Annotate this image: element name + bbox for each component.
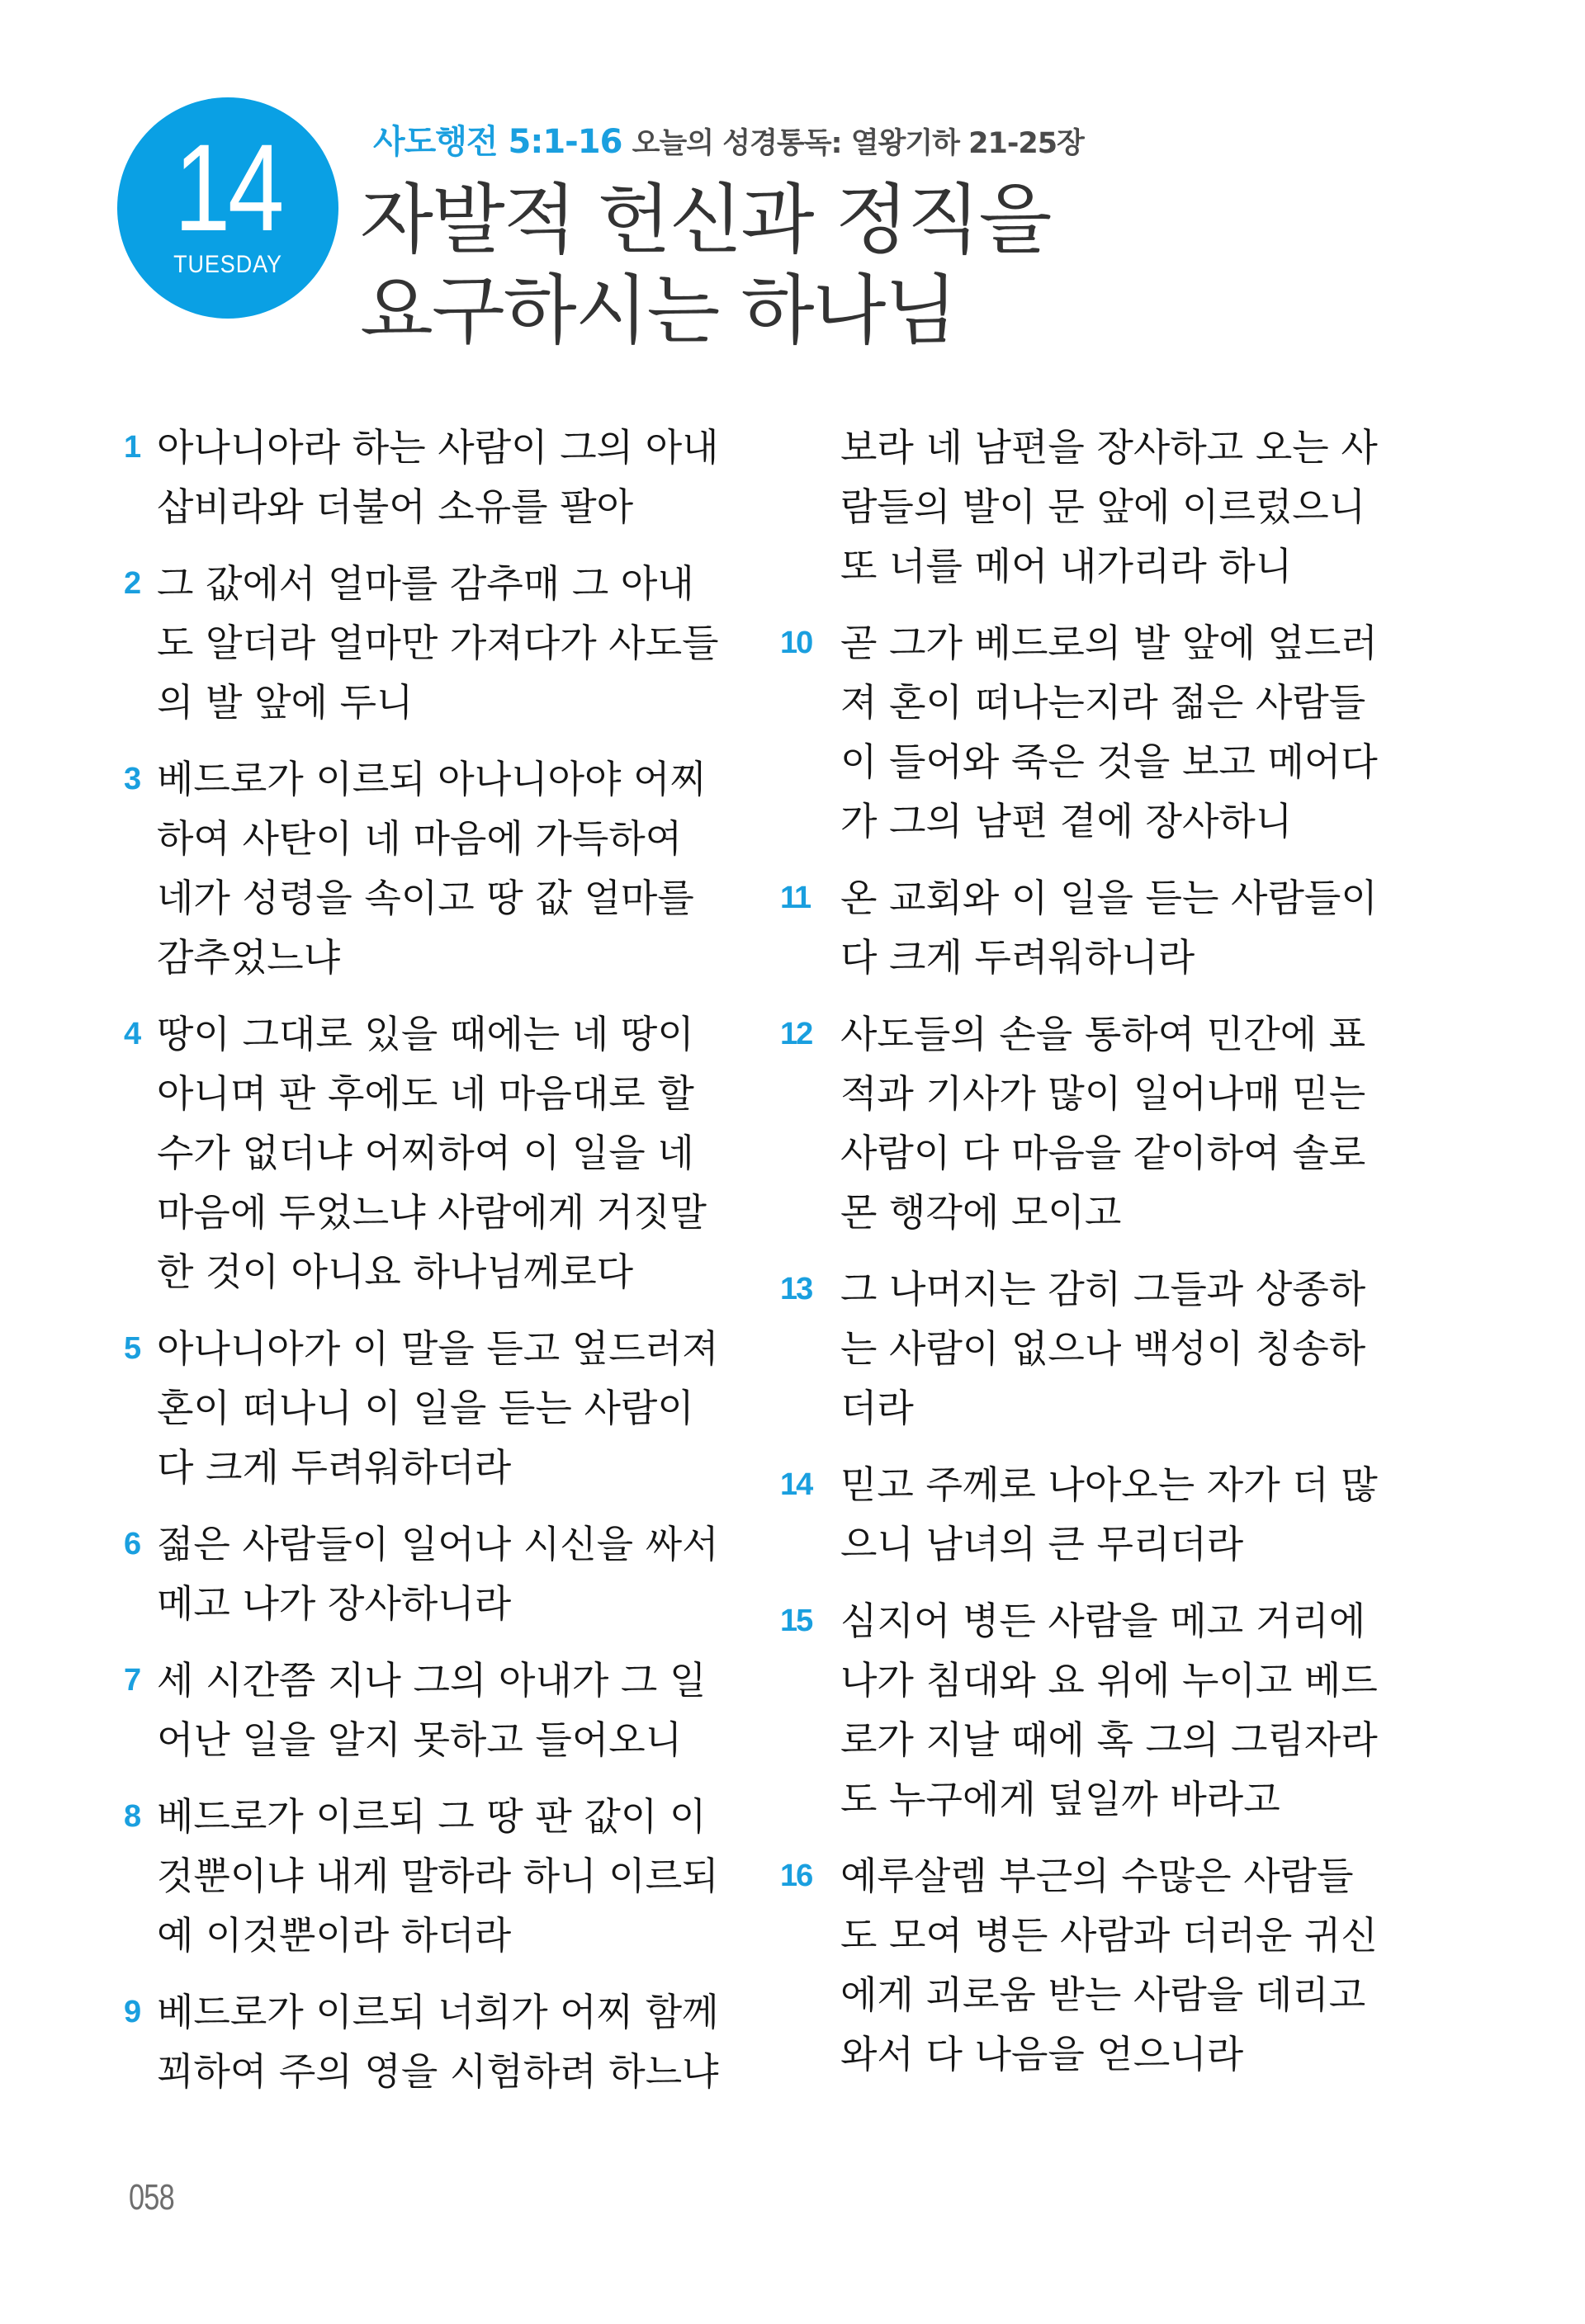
verse-number: 8 xyxy=(124,1799,140,1834)
verse-number: 3 xyxy=(124,762,140,796)
day-badge xyxy=(117,97,338,319)
verse-text-line: 꾀하여 주의 영을 시험하려 하느냐 xyxy=(157,2049,719,2094)
verse-text-line: 나가 침대와 요 위에 누이고 베드 xyxy=(840,1658,1378,1703)
title-line: 요구하시는 하나님 xyxy=(360,267,957,355)
verse-number: 10 xyxy=(780,626,812,660)
verse-block xyxy=(124,1514,735,1633)
verse-text-line: 심지어 병든 사람을 메고 거리에 xyxy=(840,1599,1366,1643)
verse-number: 4 xyxy=(124,1017,140,1051)
verse-block xyxy=(780,868,1391,987)
verse-text-line: 의 발 앞에 두니 xyxy=(157,680,414,725)
verse-text-line: 혼이 떠나니 이 일을 듣는 사람이 xyxy=(157,1386,694,1430)
verse-number: 16 xyxy=(780,1859,812,1893)
verse-number: 15 xyxy=(780,1604,812,1638)
verse-block xyxy=(780,418,1391,596)
passage-reference: 사도행전 5:1-16 xyxy=(373,123,622,161)
verse-number: 2 xyxy=(124,566,140,601)
verse-text-line: 와서 다 나음을 얻으니라 xyxy=(840,2032,1244,2076)
verse-block xyxy=(124,1982,735,2101)
title-line: 자발적 헌신과 정직을 xyxy=(360,176,1051,264)
verse-text-line: 수가 없더냐 어찌하여 이 일을 네 xyxy=(157,1131,694,1175)
verse-text-line: 람들의 발이 문 앞에 이르렀으니 xyxy=(840,484,1366,529)
verse-number: 11 xyxy=(780,881,811,915)
verse-block xyxy=(124,1787,735,1965)
verse-text-line: 으니 남녀의 큰 무리더라 xyxy=(840,1522,1244,1566)
verse-text-line: 베드로가 이르되 그 땅 판 값이 이 xyxy=(157,1794,707,1839)
verse-block xyxy=(124,1004,735,1301)
verse-text-line: 메고 나가 장사하니라 xyxy=(157,1581,512,1626)
verse-text-line: 예루살렘 부근의 수많은 사람들 xyxy=(840,1854,1354,1898)
day-name: TUESDAY xyxy=(173,251,282,278)
verse-text-line: 로가 지날 때에 혹 그의 그림자라 xyxy=(840,1717,1378,1762)
verse-text-line: 보라 네 남편을 장사하고 오는 사 xyxy=(840,425,1378,470)
verse-text-line: 다 크게 두려워하더라 xyxy=(157,1445,512,1490)
verse-text-line: 그 나머지는 감히 그들과 상종하 xyxy=(840,1267,1366,1311)
verse-text-line: 온 교회와 이 일을 듣는 사람들이 xyxy=(840,876,1378,920)
verse-number: 1 xyxy=(124,430,140,465)
verse-number: 5 xyxy=(124,1331,140,1366)
verse-text-line: 가 그의 남편 곁에 장사하니 xyxy=(840,799,1293,843)
reading-plan: 오늘의 성경통독: 열왕기하 21-25장 xyxy=(632,127,1084,160)
verse-text-line: 사도들의 손을 통하여 민간에 표 xyxy=(840,1012,1366,1056)
verse-text-line: 땅이 그대로 있을 때에는 네 땅이 xyxy=(157,1012,694,1056)
verse-number: 13 xyxy=(780,1272,812,1306)
verse-number: 12 xyxy=(780,1017,812,1051)
verse-text-line: 아니며 판 후에도 네 마음대로 할 xyxy=(157,1071,694,1116)
verse-text-line: 한 것이 아니요 하나님께로다 xyxy=(157,1249,634,1294)
verse-block xyxy=(124,749,735,987)
verse-text-line: 이 들어와 죽은 것을 보고 메어다 xyxy=(840,739,1378,784)
verse-block xyxy=(780,1591,1391,1829)
day-number: 14 xyxy=(173,118,282,257)
verse-text-line: 것뿐이냐 내게 말하라 하니 이르되 xyxy=(157,1854,719,1898)
verse-text-line: 세 시간쯤 지나 그의 아내가 그 일 xyxy=(157,1658,707,1703)
verse-text-line: 하여 사탄이 네 마음에 가득하여 xyxy=(157,816,683,861)
verse-text-line: 어난 일을 알지 못하고 들어오니 xyxy=(157,1717,683,1762)
verse-text-line: 그 값에서 얼마를 감추매 그 아내 xyxy=(157,561,694,606)
passage-header xyxy=(373,122,1084,163)
scripture-column-left xyxy=(124,418,735,2119)
verse-text-line: 곧 그가 베드로의 발 앞에 엎드러 xyxy=(840,621,1378,665)
verse-text-line: 다 크게 두려워하니라 xyxy=(840,935,1195,980)
verse-text-line: 네가 성령을 속이고 땅 값 얼마를 xyxy=(157,876,694,920)
verse-text-line: 베드로가 이르되 아나니아야 어찌 xyxy=(157,757,707,801)
verse-text-line: 몬 행각에 모이고 xyxy=(840,1190,1122,1235)
verse-number: 14 xyxy=(780,1467,812,1502)
verse-text-line: 믿고 주께로 나아오는 자가 더 많 xyxy=(840,1462,1378,1507)
verse-text-line: 젊은 사람들이 일어나 시신을 싸서 xyxy=(157,1522,719,1566)
verse-block xyxy=(124,1651,735,1769)
verse-text-line: 마음에 두었느냐 사람에게 거짓말 xyxy=(157,1190,707,1235)
verse-block xyxy=(124,1319,735,1497)
verse-block xyxy=(124,554,735,732)
verse-text-line: 에게 괴로움 받는 사람을 데리고 xyxy=(840,1972,1366,2017)
verse-text-line: 적과 기사가 많이 일어나매 믿는 xyxy=(840,1071,1366,1116)
page-title xyxy=(360,175,1050,357)
verse-text-line: 아나니아가 이 말을 듣고 엎드러져 xyxy=(157,1326,719,1371)
verse-text-line: 도 알더라 얼마만 가져다가 사도들 xyxy=(157,621,719,665)
verse-text-line: 져 혼이 떠나는지라 젊은 사람들 xyxy=(840,680,1366,725)
verse-text-line: 예 이것뿐이라 하더라 xyxy=(157,1913,512,1958)
verse-block xyxy=(780,1004,1391,1242)
verse-number: 9 xyxy=(124,1995,140,2029)
verse-text-line: 사람이 다 마음을 같이하여 솔로 xyxy=(840,1131,1366,1175)
verse-text-line: 또 너를 메어 내가리라 하니 xyxy=(840,544,1293,588)
verse-text-line: 도 누구에게 덮일까 바라고 xyxy=(840,1777,1280,1821)
verse-text-line: 아나니아라 하는 사람이 그의 아내 xyxy=(157,425,719,470)
verse-text-line: 더라 xyxy=(840,1386,914,1430)
verse-text-line: 는 사람이 없으나 백성이 칭송하 xyxy=(840,1326,1366,1371)
verse-text-line: 도 모여 병든 사람과 더러운 귀신 xyxy=(840,1913,1378,1958)
verse-text-line: 감추었느냐 xyxy=(157,935,341,980)
verse-text-line: 베드로가 이르되 너희가 어찌 함께 xyxy=(157,1990,719,2034)
verse-block xyxy=(124,418,735,536)
scripture-column-right xyxy=(780,418,1391,2101)
verse-block xyxy=(780,1455,1391,1574)
verse-number: 7 xyxy=(124,1663,140,1698)
verse-block xyxy=(780,1259,1391,1438)
verse-block xyxy=(780,1846,1391,2084)
verse-number: 6 xyxy=(124,1527,140,1561)
page-number: 058 xyxy=(129,2177,174,2218)
verse-text-line: 삽비라와 더불어 소유를 팔아 xyxy=(157,484,634,529)
verse-block xyxy=(780,613,1391,851)
